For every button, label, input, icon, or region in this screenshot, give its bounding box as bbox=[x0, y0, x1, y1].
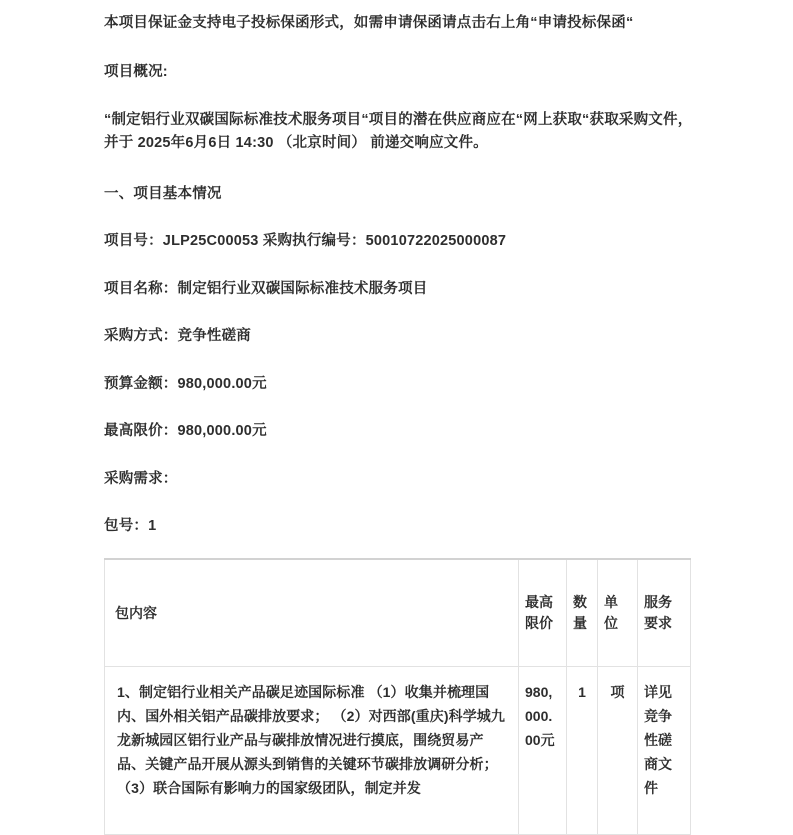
column-header-unit-label: 单位 bbox=[604, 594, 618, 631]
column-header-max-price bbox=[519, 559, 567, 667]
column-header-service-requirement bbox=[638, 559, 691, 667]
package-table-header bbox=[105, 559, 691, 667]
field-project-number: 项目号：JLP25C00053 采购执行编号：50010722025000087 bbox=[104, 233, 507, 250]
column-header-unit bbox=[598, 559, 638, 667]
field-max-price: 最高限价：980,000.00元 bbox=[104, 423, 267, 440]
procurement-requirement-label: 采购需求： bbox=[104, 470, 178, 487]
table-header-row bbox=[105, 559, 691, 667]
cell-max-price bbox=[519, 666, 567, 834]
package-number: 包号：1 bbox=[104, 518, 157, 535]
cell-package-content bbox=[105, 666, 519, 834]
field-procurement-method: 采购方式：竞争性磋商 bbox=[104, 328, 251, 345]
guarantee-notice: 本项目保证金支持电子投标保函形式，如需申请保函请点击右上角“申请投标保函“ bbox=[104, 15, 634, 31]
cell-unit-text: 项 bbox=[610, 683, 625, 700]
cell-package-content-text: 1、制定铝行业相关产品碳足迹国际标准 （1）收集并梳理国内、国外相关铝产品碳排放要求； （2）对西部(重庆)科学城九龙新城园区铝行业产品与碳排放情况进行摸底，围绕贸易产品、关键产品开展从源头到销售的关键环节碳排放调研分析； （3）联合国际有影响力的国家级团队，制定并发 bbox=[117, 683, 505, 796]
cell-max-price-text: 980,000.00元 bbox=[525, 683, 555, 748]
column-header-quantity bbox=[567, 559, 598, 667]
column-header-quantity-label: 数量 bbox=[573, 594, 587, 631]
column-header-max-price-label: 最高限价 bbox=[525, 594, 553, 631]
field-project-name: 项目名称：制定铝行业双碳国际标准技术服务项目 bbox=[104, 280, 428, 297]
package-table-body bbox=[105, 666, 691, 834]
section-heading-basic-info: 一、项目基本情况 bbox=[104, 185, 222, 202]
project-overview-body: “制定铝行业双碳国际标准技术服务项目“项目的潜在供应商应在“网上获取“获取采购文件，并于 2025年6月6日 14:30 （北京时间） 前递交响应文件。 bbox=[104, 111, 693, 152]
field-budget-amount: 预算金额：980,000.00元 bbox=[104, 375, 267, 392]
column-header-service-requirement-label: 服务要求 bbox=[644, 594, 672, 631]
table-row bbox=[105, 666, 691, 834]
cell-unit bbox=[598, 666, 638, 834]
column-header-content bbox=[105, 559, 519, 667]
cell-service-requirement bbox=[638, 666, 691, 834]
project-overview-label: 项目概况: bbox=[104, 64, 168, 81]
cell-service-requirement-text: 详见竞争性磋商文件 bbox=[644, 683, 672, 796]
package-table bbox=[104, 558, 691, 835]
cell-quantity-text: 1 bbox=[578, 683, 586, 700]
cell-quantity bbox=[567, 666, 598, 834]
column-header-content-label: 包内容 bbox=[115, 604, 157, 621]
